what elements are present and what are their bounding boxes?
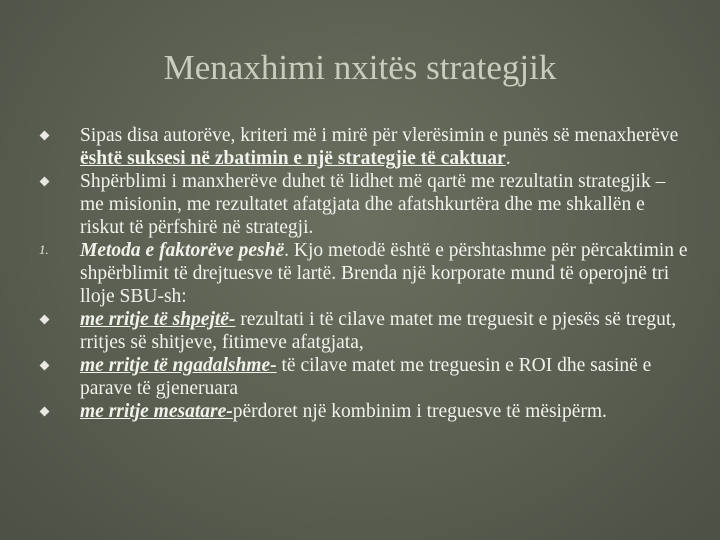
list-item-text: me rritje të ngadalshme- të cilave matet me treguesin e ROI dhe sasinë e parave të gjeneruara: [80, 355, 652, 399]
list-item: [38, 239, 688, 308]
diamond-bullet-icon: [38, 308, 80, 330]
list-item-text: me rritje të shpejtë- rezultati i të cilave matet me treguesit e pjesës së tregut, rritjes së shitjeve, fitimeve afatgjata,: [80, 309, 677, 353]
slide-title: Menaxhimi nxitës strategjik: [163, 48, 557, 87]
list-item-text: Metoda e faktorëve peshë. Kjo metodë është e përshtashme për përcaktimin e shpërblimit të drejtuesve të lartë. Brenda një korporate mund të operojnë tri lloje SBU-sh:: [80, 240, 688, 307]
list-item: [38, 354, 688, 400]
list-item-text: Sipas disa autorëve, kriteri më i mirë për vlerësimin e punës së menaxherëve është suksesi në zbatimin e një strategjie të caktuar.: [80, 125, 679, 169]
bullet-list: [38, 124, 688, 423]
list-item: [38, 308, 688, 354]
list-item: [38, 400, 688, 423]
list-item: [38, 124, 688, 170]
diamond-bullet-icon: [38, 400, 80, 422]
diamond-bullet-icon: [38, 124, 80, 146]
diamond-bullet-icon: [38, 354, 80, 376]
diamond-bullet-icon: [38, 170, 80, 192]
list-item: [38, 170, 688, 239]
list-item-text: Shpërblimi i manxherëve duhet të lidhet më qartë me rezultatin strategjik – me misionin, me rezultatet afatgjata dhe afatshkurtëra dhe me shkallën e riskut të përfshirë në strategji.: [80, 171, 666, 238]
list-item-text: me rritje mesatare-përdoret një kombinim i treguesve të mësipërm.: [80, 401, 607, 422]
list-number: 1.: [39, 242, 49, 257]
